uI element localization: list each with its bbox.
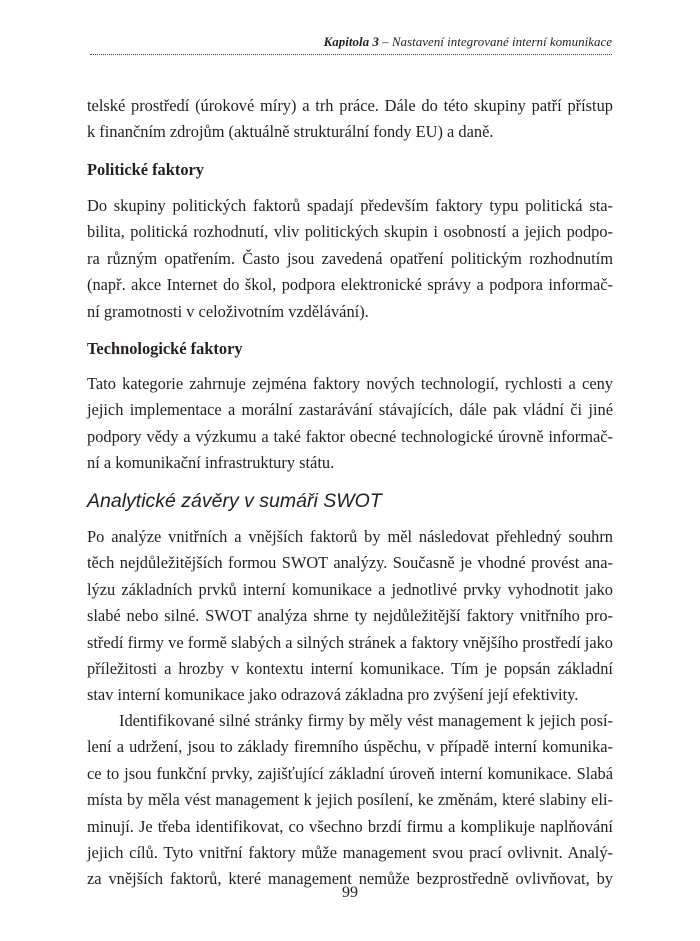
paragraph-technological	[87, 371, 613, 477]
text-line: jejich implementace a morální zastarávání stávajících, dále pak vládní či jiné	[87, 400, 613, 420]
text-line: ní a komunikační infrastruktury státu.	[87, 453, 335, 473]
text-line: středí firmy ve formě slabých a silných stránek a faktory vnějšího prostředí jako	[87, 632, 613, 652]
heading-political-factors: Politické faktory	[87, 160, 204, 179]
text-line: lýzu základních prvků interní komunikace a jednotlivé prvky vyhodnotit jako	[87, 579, 613, 599]
text-line: minují. Je třeba identifikovat, co všechno brzdí firmu a komplikuje naplňování	[87, 816, 613, 836]
text-line: ce to jsou funkční prvky, zajišťující základní úroveň interní komunikace. Slabá	[87, 763, 613, 783]
text-line: místa by měla vést management k jejich posílení, ke změnám, které slabiny eli-	[87, 790, 613, 810]
text-line: příležitosti a hrozby v kontextu interní komunikace. Tím je popsán základní	[87, 658, 613, 678]
paragraph-swot	[87, 524, 613, 709]
paragraph-economic-end	[87, 93, 613, 146]
text-line: Tato kategorie zahrnuje zejména faktory nových technologií, rychlosti a ceny	[87, 374, 613, 393]
text-line: Po analýze vnitřních a vnějších faktorů by měl následovat přehledný souhrn	[87, 527, 613, 546]
text-line: za vnějších faktorů, které management nemůže bezprostředně ovlivňovat, by	[87, 869, 613, 889]
running-header	[90, 34, 612, 50]
text-line: bilita, politická rozhodnutí, vliv politických skupin i osobností a jejich podpo-	[87, 222, 613, 242]
header-divider	[90, 54, 612, 55]
text-line: Identifikované silné stránky firmy by měly vést management k jejich posí-	[119, 711, 613, 730]
text-line: stav interní komunikace jako odrazová základna pro zvýšení její efektivity.	[87, 685, 579, 705]
paragraph-strengths	[87, 708, 613, 893]
text-line: lení a udržení, jsou to základy firemního úspěchu, v případě interní komunika-	[87, 737, 613, 757]
chapter-label: Kapitola 3	[323, 34, 379, 49]
text-line: ra různým opatřením. Často jsou zavedená opatření politickým rozhodnutím	[87, 248, 613, 268]
page-number: 99	[342, 884, 358, 901]
heading-swot-summary: Analytické závěry v sumáři SWOT	[87, 490, 382, 512]
text-line: slabé nebo silné. SWOT analýza shrne ty nejdůležitější faktory vnitřního pro-	[87, 606, 613, 626]
chapter-title: – Nastavení integrované interní komunikace	[382, 34, 612, 49]
text-line: Do skupiny politických faktorů spadají především faktory typu politická sta-	[87, 196, 613, 215]
text-line: těch nejdůležitějších formou SWOT analýzy. Současně je vhodné provést ana-	[87, 553, 613, 573]
text-line: telské prostředí (úrokové míry) a trh práce. Dále do této skupiny patří přístup	[87, 96, 613, 115]
text-line: jejich cílů. Tyto vnitřní faktory může management svou prací ovlivnit. Analý-	[87, 842, 613, 862]
heading-technological-factors: Technologické faktory	[87, 339, 243, 358]
text-line: podpory vědy a výzkumu a také faktor obecné technologické úrovně informač-	[87, 426, 613, 446]
text-line: ní gramotnosti v celoživotním vzdělávání).	[87, 301, 369, 321]
text-line: k finančním zdrojům (aktuálně strukturální fondy EU) a daně.	[87, 122, 494, 142]
paragraph-political	[87, 193, 613, 325]
text-line: (např. akce Internet do škol, podpora elektronické správy a podpora informač-	[87, 275, 613, 295]
